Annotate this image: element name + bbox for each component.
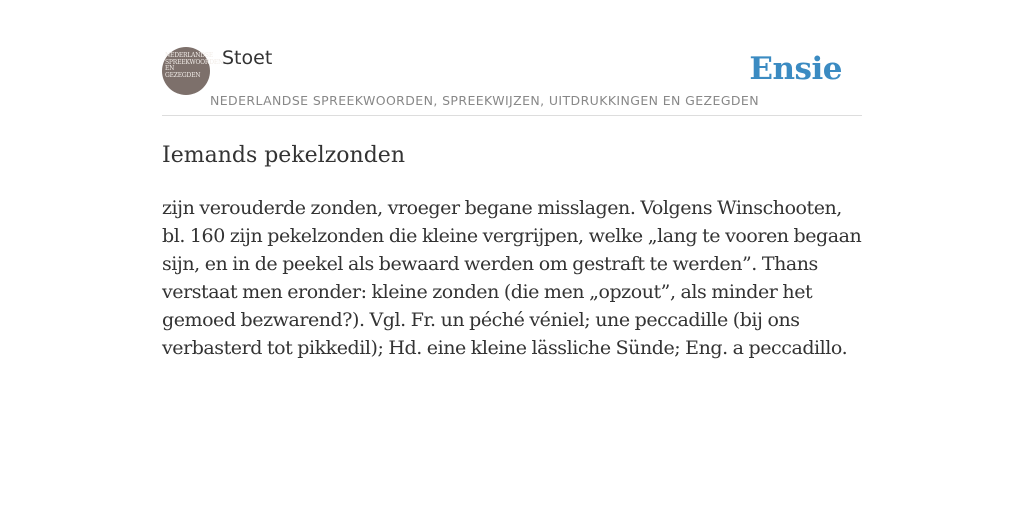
author-avatar[interactable] xyxy=(162,47,224,95)
entry-card xyxy=(162,46,862,362)
avatar-book-cover: NEDERLANDSE SPREEKWOORDEN EN GEZEGDEN xyxy=(165,52,224,79)
entry-header xyxy=(162,46,862,116)
ensie-logo[interactable]: Ensie xyxy=(749,51,842,87)
author-name[interactable]: Stoet xyxy=(222,47,273,69)
entry-definition: zijn verouderde zonden, vroeger begane misslagen. Volgens Winschooten, bl. 160 zijn pekelzonden die kleine vergrijpen, welke „lang te vooren begaan sijn, en in de peekel als bewaard werden om gestraft te werden”. Thans verstaat men eronder: kleine zonden (die men „opzout”, als minder het gemoed bezwarend?). Vgl. Fr. un péché véniel; une peccadille (bij ons verbasterd tot pikkedil); Hd. eine kleine lässliche Sünde; Eng. a peccadillo. xyxy=(162,197,862,359)
entry-title: Iemands pekelzonden xyxy=(162,143,405,168)
source-title[interactable]: NEDERLANDSE SPREEKWOORDEN, SPREEKWIJZEN, UITDRUKKINGEN EN GEZEGDEN xyxy=(210,93,759,108)
